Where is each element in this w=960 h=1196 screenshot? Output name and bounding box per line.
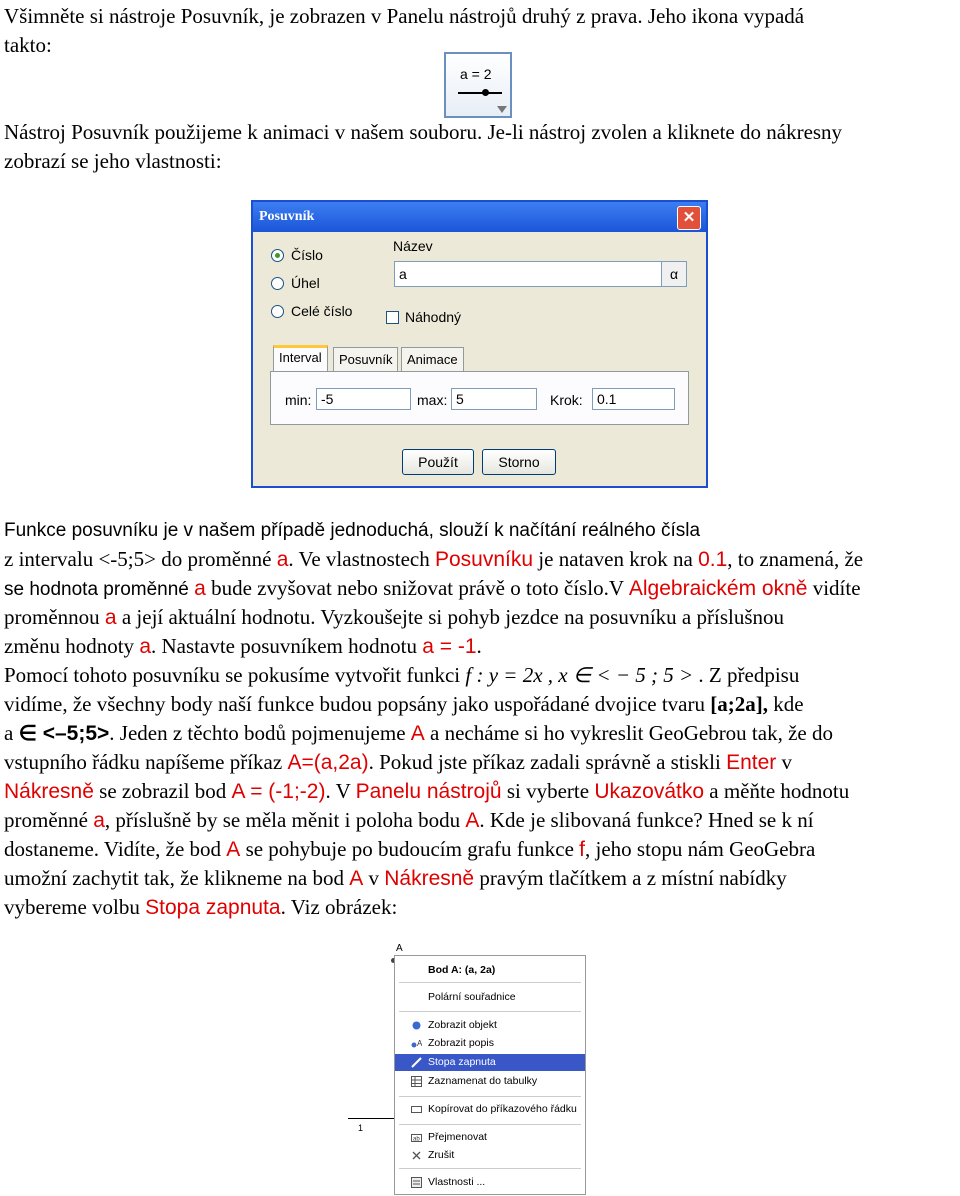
highlight: Enter [726, 751, 777, 774]
highlight: Ukazovátko [594, 780, 705, 803]
bold-text: [a;2a], [710, 692, 768, 716]
text: a její aktuální hodnotu. Vyzkoušejte si pohyb jezdce na posuvníku a příslušnou [116, 605, 785, 629]
para-line-10 [4, 777, 956, 806]
menu-item-label: Zrušit [428, 1149, 455, 1161]
text: . Z předpisu [693, 663, 800, 687]
menu-separator [399, 1096, 581, 1097]
para-line-8 [4, 719, 956, 748]
text: , příslušně by se měla měnit i poloha bodu [104, 808, 466, 832]
para-line-5 [4, 632, 956, 661]
menu-item-label: Zaznamenat do tabulky [428, 1075, 538, 1087]
text: dostaneme. Vidíte, že bod [4, 837, 227, 861]
text: vybereme volbu [4, 895, 146, 919]
highlight: f [579, 838, 585, 861]
highlight: a [104, 606, 117, 629]
text: a necháme si ho vykreslit GeoGebrou tak, že do [424, 721, 833, 745]
text: proměnnou [4, 605, 105, 629]
highlight: A = (-1;-2) [231, 780, 326, 803]
context-menu [394, 955, 586, 1195]
menu-item-trace-on[interactable] [395, 1054, 585, 1071]
step-input[interactable]: 0.1 [592, 388, 675, 410]
svg-text:A: A [417, 1039, 422, 1048]
axis-tick-label: 1 [358, 1123, 364, 1133]
name-input[interactable]: a [394, 261, 662, 287]
menu-item-polar[interactable] [395, 989, 585, 1006]
radio-angle-label: Úhel [291, 275, 320, 291]
step-label: Krok: [550, 392, 583, 408]
text: v [776, 750, 793, 774]
bold-text: ∈ <–5;5> [18, 722, 110, 745]
menu-header-label: Bod A: (a, 2a) [428, 964, 496, 976]
text: a [4, 721, 19, 745]
menu-item-delete[interactable] [395, 1147, 585, 1164]
text: se pohybuje po budoucím grafu funkce [240, 837, 580, 861]
menu-item-record-table[interactable] [395, 1073, 585, 1090]
para-line-12 [4, 835, 956, 864]
alpha-icon: α [669, 266, 679, 282]
radio-integer[interactable] [271, 305, 284, 318]
menu-header [395, 962, 585, 979]
cancel-button[interactable]: Storno [482, 449, 556, 475]
main-paragraph [4, 516, 956, 922]
min-label: min: [285, 392, 312, 408]
menu-item-label: Stopa zapnuta [428, 1056, 496, 1068]
intro-line-3: Nástroj Posuvník použijeme k animaci v našem souboru. Je-li nástroj zvolen a kliknete do nákresny [4, 120, 843, 144]
text: je nataven krok na [533, 547, 699, 571]
random-checkbox[interactable] [386, 311, 399, 324]
trace-icon [411, 1057, 422, 1068]
highlight: a [276, 548, 289, 571]
show-label-icon [411, 1038, 422, 1049]
text: . Nastavte posuvníkem hodnotu [151, 634, 423, 658]
text: si vyberte [501, 779, 595, 803]
text: vidíme, že všechny body naší funkce budou popsány jako uspořádané dvojice tvaru [4, 692, 711, 716]
menu-item-rename[interactable] [395, 1129, 585, 1146]
text: bude zvyšovat nebo snižovat právě o toto číslo.V [205, 576, 629, 600]
text: se zobrazil bod [93, 779, 232, 803]
menu-item-label: Polární souřadnice [428, 991, 516, 1003]
text: umožní zachytit tak, že klikneme na bod [4, 866, 350, 890]
highlight: A [410, 722, 425, 745]
show-object-icon [411, 1020, 422, 1031]
menu-item-properties[interactable] [395, 1174, 585, 1191]
menu-item-show-object[interactable] [395, 1017, 585, 1034]
para-line-2 [4, 545, 956, 574]
tab-animation[interactable]: Animace [401, 347, 464, 372]
text: vstupního řádku napíšeme příkaz [4, 750, 288, 774]
highlight: Stopa zapnuta [145, 896, 281, 919]
min-input[interactable]: -5 [316, 388, 411, 410]
text: pravým tlačítkem a z místní nabídky [474, 866, 787, 890]
radio-number[interactable] [271, 249, 284, 262]
dialog-title: Posuvník [253, 202, 706, 232]
highlight: Panelu nástrojů [355, 780, 502, 803]
highlight: A [226, 838, 241, 861]
max-label: max: [417, 392, 448, 408]
text: , jeho stopu nám GeoGebra [585, 837, 816, 861]
highlight: A=(a,2a) [287, 751, 369, 774]
slider-icon-track [458, 92, 502, 94]
para-line-9 [4, 748, 956, 777]
text: . Ve vlastnostech [288, 547, 435, 571]
highlight: Nákresně [4, 780, 94, 803]
para-line-3 [4, 574, 956, 603]
slider-icon-knob [482, 89, 489, 96]
text: a měňte hodnotu [704, 779, 850, 803]
menu-item-label: Zobrazit popis [428, 1037, 494, 1049]
highlight: A [465, 809, 480, 832]
text: . [476, 634, 482, 658]
menu-separator [399, 1168, 581, 1169]
para-line-11 [4, 806, 956, 835]
highlight: A [349, 867, 364, 890]
text: kde [767, 692, 804, 716]
highlight: Nákresně [384, 867, 475, 890]
menu-item-label: Kopírovat do příkazového řádku [428, 1103, 577, 1115]
text: vidíte [807, 576, 861, 600]
menu-separator [399, 1011, 581, 1012]
rename-icon [411, 1132, 422, 1143]
menu-item-show-label[interactable] [395, 1035, 585, 1052]
alpha-button[interactable] [661, 261, 687, 287]
delete-icon [411, 1150, 422, 1161]
properties-icon [411, 1177, 422, 1188]
apply-button[interactable]: Použít [402, 449, 474, 475]
text: v [363, 866, 385, 890]
text: . Pokud jste příkaz zadali správně a stiskli [368, 750, 727, 774]
axis-line [348, 1118, 396, 1119]
menu-item-label: Zobrazit objekt [428, 1019, 497, 1031]
text: . Kde je slibovaná funkce? Hned se k ní [479, 808, 814, 832]
highlight: 0.1 [698, 548, 728, 571]
slider-tool-icon [444, 52, 512, 118]
table-icon [411, 1076, 422, 1087]
menu-item-copy-input[interactable] [395, 1101, 585, 1118]
text: změnu hodnoty [4, 634, 140, 658]
para-line-4 [4, 603, 956, 632]
menu-item-label: Vlastnosti ... [428, 1176, 486, 1188]
random-label: Náhodný [405, 309, 462, 325]
highlight: a [194, 577, 206, 600]
menu-separator [399, 982, 581, 983]
slider-icon-triangle [497, 106, 507, 113]
text: . Jeden z těchto bodů pojmenujeme [109, 721, 411, 745]
highlight: a = -1 [422, 635, 477, 658]
radio-angle[interactable] [271, 277, 284, 290]
tab-slider[interactable]: Posuvník [333, 347, 398, 372]
highlight: Algebraickém okně [628, 577, 808, 600]
text: proměnné [4, 808, 94, 832]
radio-number-label: Číslo [291, 247, 323, 263]
intro-line-4: zobrazí se jeho vlastnosti: [4, 149, 222, 173]
name-label: Název [393, 238, 433, 254]
para-line-7 [4, 690, 956, 719]
highlight: Posuvníku [434, 548, 534, 571]
slider-dialog [251, 200, 708, 488]
dialog-close-button[interactable] [677, 206, 701, 230]
menu-item-label: Přejmenovat [428, 1131, 487, 1143]
point-label: A [396, 943, 403, 954]
intro-line-1: Všimněte si nástroje Posuvník, je zobrazen v Panelu nástrojů druhý z prava. Jeho ikona vypadá [4, 4, 805, 28]
close-icon: ✕ [682, 210, 696, 226]
intro-text-2 [4, 118, 956, 176]
text: z intervalu <-5;5> do proměnné [4, 547, 277, 571]
text: , to znamená, že [727, 547, 864, 571]
radio-integer-label: Celé číslo [291, 303, 353, 319]
para-line-6 [4, 661, 956, 690]
text: . V [325, 779, 356, 803]
text: se hodnota proměnné [4, 579, 195, 600]
para-line-13 [4, 864, 956, 893]
max-input[interactable]: 5 [451, 388, 537, 410]
tab-interval[interactable]: Interval [273, 345, 328, 372]
copy-icon [411, 1104, 422, 1115]
para-line-1: Funkce posuvníku je v našem případě jednoduchá, slouží k načítání reálného čísla [4, 520, 701, 541]
intro-line-2: takto: [4, 33, 52, 57]
highlight: a [139, 635, 151, 658]
formula: f : y = 2x , x ∈ < − 5 ; 5 > [465, 663, 694, 687]
svg-text:ab: ab [413, 1136, 420, 1143]
text: . Viz obrázek: [280, 895, 398, 919]
para-line-14 [4, 893, 956, 922]
text: Pomocí tohoto posuvníku se pokusíme vytvořit funkci [4, 663, 466, 687]
menu-separator [399, 1124, 581, 1125]
highlight: a [93, 809, 105, 832]
slider-icon-text: a = 2 [460, 66, 492, 82]
